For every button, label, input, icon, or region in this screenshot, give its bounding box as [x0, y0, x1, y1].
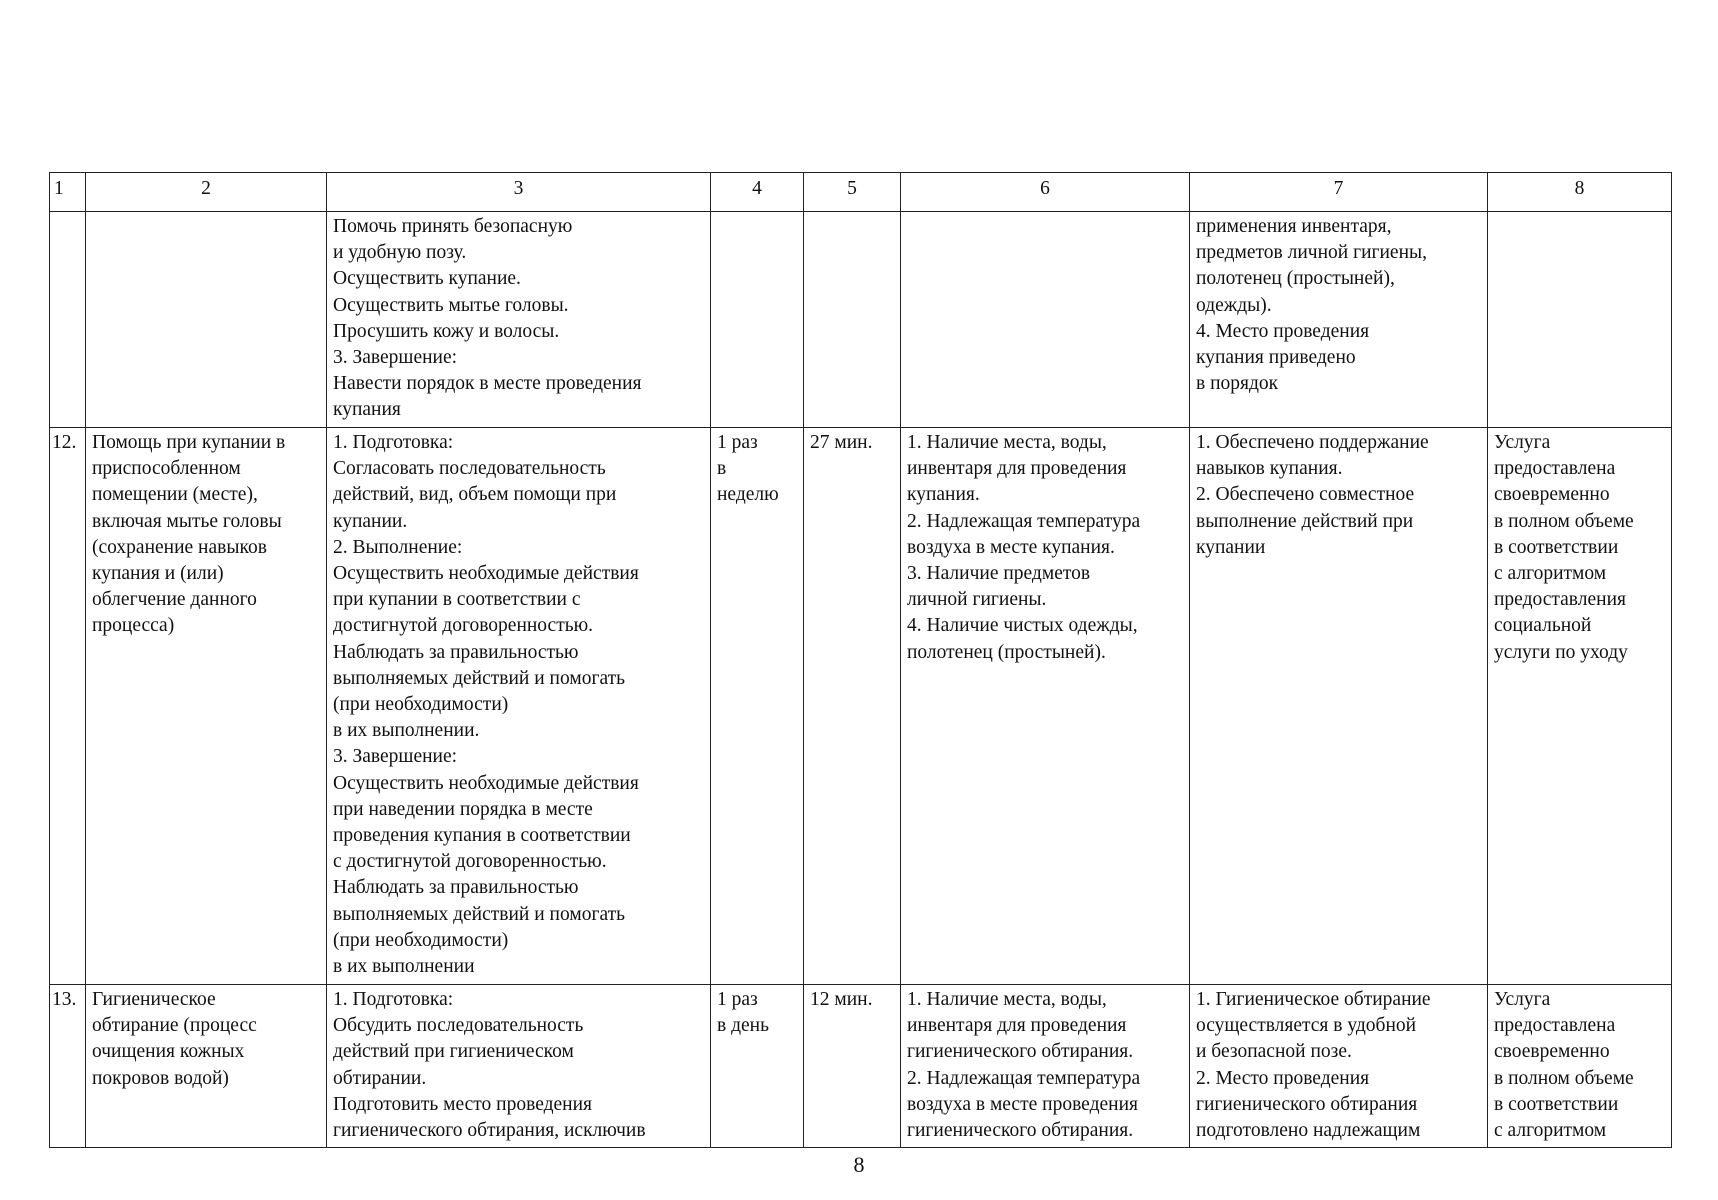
service-name: Помощь при купании в приспособленном помещении (месте), включая мытье головы (сохранение навыков купания и (или) облегчение данного процесса)	[86, 428, 327, 985]
procedure-text: 1. Подготовка: Согласовать последовательность действий, вид, объем помощи при купании. 2. Выполнение: Осуществить необходимые действия при купании в соответствии с достигнутой договоренностью. Наблюдать за правильностью выполняемых действий и помогать (при необходимости) в их выполнении. 3. Завершение: Осуществить необходимые действия при наведении порядка в месте проведения купания в соответствии с достигнутой договоренностью. Наблюдать за правильностью выполняемых действий и помогать (при необходимости) в их выполнении	[327, 428, 711, 985]
service-name	[86, 212, 327, 428]
row-number: 13.	[50, 985, 86, 1148]
column-number-8: 8	[1488, 173, 1672, 212]
frequency: 1 раз в день	[711, 985, 804, 1148]
table-row-12	[50, 428, 1672, 985]
services-table	[49, 172, 1672, 1148]
conditions: 1. Наличие места, воды, инвентаря для проведения гигиенического обтирания. 2. Надлежащая температура воздуха в месте проведения гигиенического обтирания.	[901, 985, 1190, 1148]
result: применения инвентаря, предметов личной гигиены, полотенец (простыней), одежды). 4. Место проведения купания приведено в порядок	[1190, 212, 1488, 428]
result: 1. Обеспечено поддержание навыков купания. 2. Обеспечено совместное выполнение действий при купании	[1190, 428, 1488, 985]
duration: 27 мин.	[804, 428, 901, 985]
result: 1. Гигиеническое обтирание осуществляется в удобной и безопасной позе. 2. Место проведения гигиенического обтирания подготовлено надлежащим	[1190, 985, 1488, 1148]
evaluation: Услуга предоставлена своевременно в полном объеме в соответствии с алгоритмом	[1488, 985, 1672, 1148]
procedure-text: 1. Подготовка: Обсудить последовательность действий при гигиеническом обтирании. Подготовить место проведения гигиенического обтирания, исключив	[327, 985, 711, 1148]
row-number: 12.	[50, 428, 86, 985]
table-row-13	[50, 985, 1672, 1148]
duration	[804, 212, 901, 428]
table-row-continuation	[50, 212, 1672, 428]
procedure-text: Помочь принять безопасную и удобную позу. Осуществить купание. Осуществить мытье головы. Просушить кожу и волосы. 3. Завершение: Навести порядок в месте проведения купания	[327, 212, 711, 428]
column-number-2: 2	[86, 173, 327, 212]
conditions	[901, 212, 1190, 428]
column-number-7: 7	[1190, 173, 1488, 212]
duration: 12 мин.	[804, 985, 901, 1148]
evaluation: Услуга предоставлена своевременно в полном объеме в соответствии с алгоритмом предоставления социальной услуги по уходу	[1488, 428, 1672, 985]
conditions: 1. Наличие места, воды, инвентаря для проведения купания. 2. Надлежащая температура воздуха в месте купания. 3. Наличие предметов личной гигиены. 4. Наличие чистых одежды, полотенец (простыней).	[901, 428, 1190, 985]
evaluation	[1488, 212, 1672, 428]
column-number-1: 1	[50, 173, 86, 212]
column-number-3: 3	[327, 173, 711, 212]
frequency	[711, 212, 804, 428]
service-name: Гигиеническое обтирание (процесс очищения кожных покровов водой)	[86, 985, 327, 1148]
column-number-6: 6	[901, 173, 1190, 212]
column-number-4: 4	[711, 173, 804, 212]
column-number-5: 5	[804, 173, 901, 212]
column-number-row	[50, 173, 1672, 212]
row-number	[50, 212, 86, 428]
page-number: 8	[853, 1152, 865, 1177]
frequency: 1 раз в неделю	[711, 428, 804, 985]
